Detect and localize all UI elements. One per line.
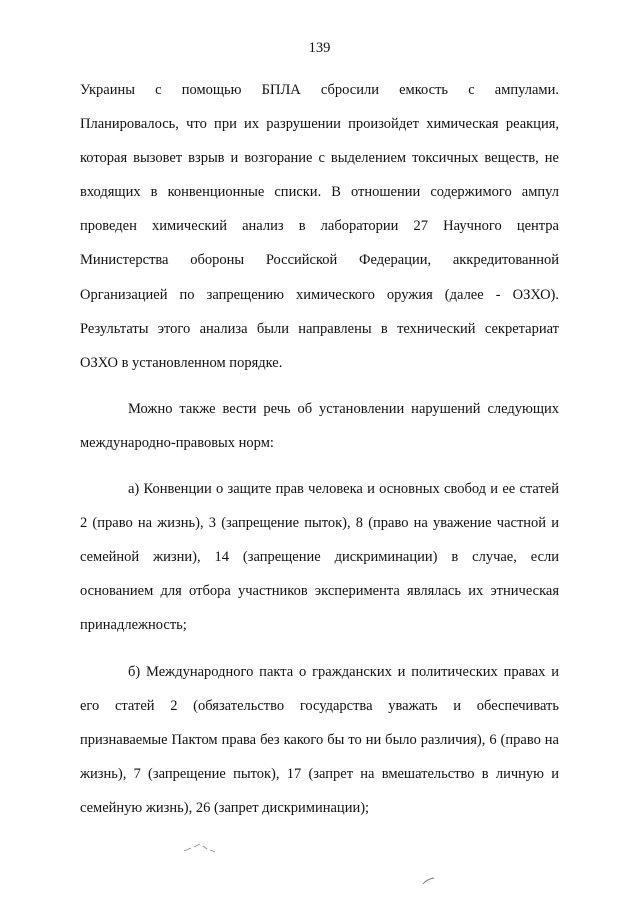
continued-paragraph-first-line: Украины с помощью БПЛА сбросили емкость с ампулами. (80, 82, 559, 98)
continued-paragraph: Планировалось, что при их разрушении произойдет химическая реакция, которая вызовет взрыв и возгорание с выделением токсичных веществ, не входящих в конвенционные списки. В отношении содержимого ампул проведен химический анализ в лаборатории 27 Научного центра Министерства обороны Российской Федерации, аккредитованной Организацией по запрещению химического оружия (далее - ОЗХО). Результаты этого анализа были направлены в технический секретариат ОЗХО в установленном порядке. (80, 116, 559, 371)
list-item-a: а) Конвенции о защите прав человека и основных свобод и ее статей 2 (право на жизнь), 3 (запрещение пыток), 8 (право на уважение частной и семейной жизни), 14 (запрещение дискриминации) в случае, если основанием для отбора участников эксперимента являлась их этническая принадлежность; (80, 481, 559, 634)
scan-speck-mark (421, 876, 437, 886)
list-item-b: б) Международного пакта о гражданских и политических правах и его статей 2 (обязательство государства уважать и обеспечивать признаваемые Пактом права без какого бы то ни было различия), 6 (право на жизнь), 7 (запрещение пыток), 17 (запрет на вмешательство в личную и семейную жизнь), 26 (запрет дискриминации); (80, 663, 559, 816)
page-number: 139 (308, 40, 331, 56)
page-body (80, 73, 559, 825)
paragraph-violations-intro: Можно также вести речь об установлении нарушений следующих международно-правовых норм: (80, 400, 559, 451)
scan-speck-mark (182, 840, 218, 856)
